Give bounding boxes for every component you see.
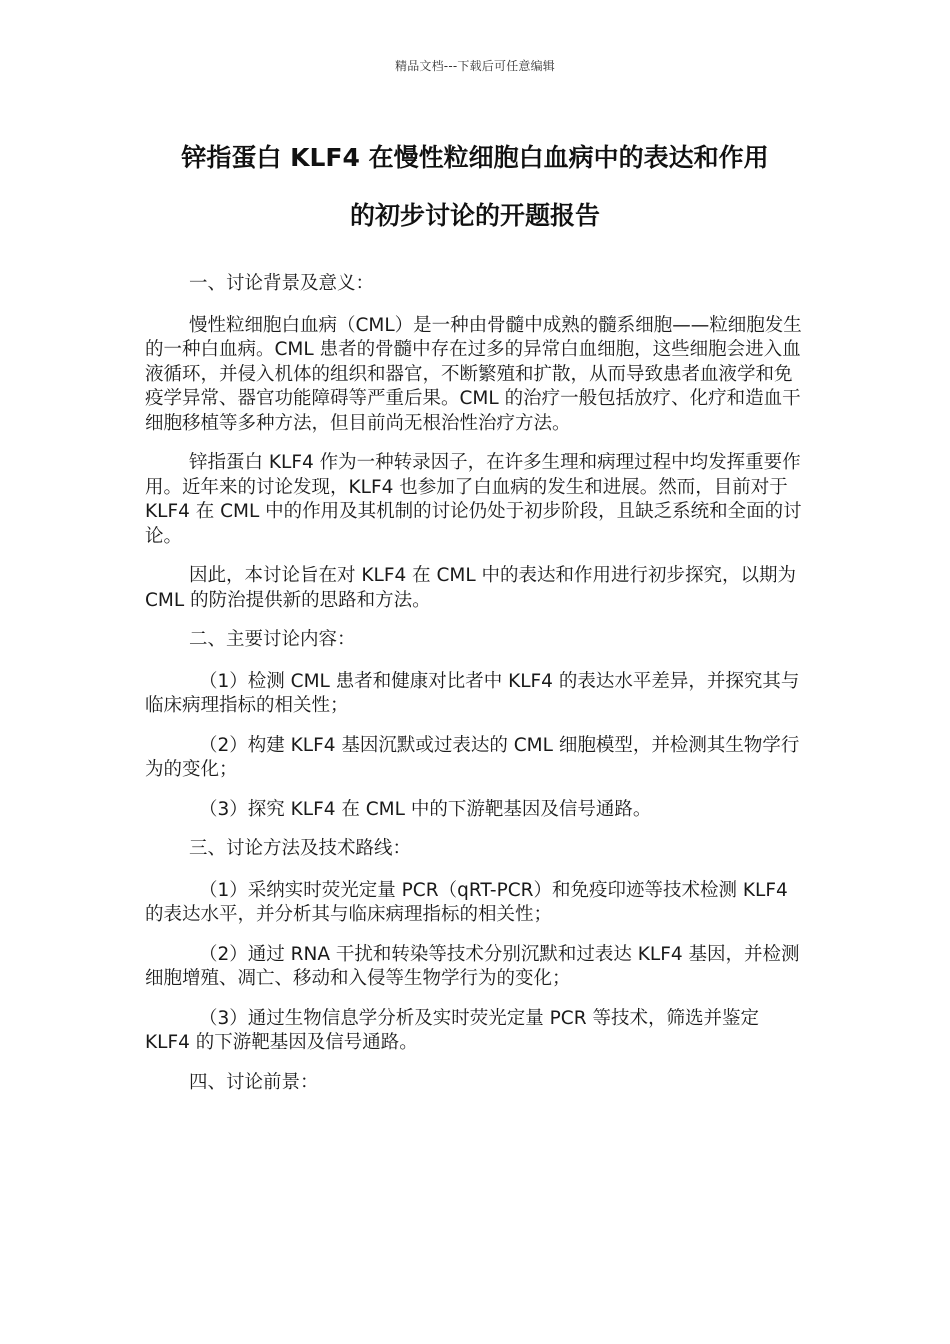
paragraph-klf4-intro: 锌指蛋白 KLF4 作为一种转录因子，在许多生理和病理过程中均发挥重要作用。近年来的讨论发现，KLF4 也参加了白血病的发生和进展。然而，目前对于 KLF4 在 CML 中的作用及其机制的讨论仍处于初步阶段，且缺乏系统和全面的讨论。: [145, 452, 802, 547]
method-item-1: （1）采纳实时荧光定量 PCR（qRT-PCR）和免疫印迹等技术检测 KLF4 的表达水平，并分析其与临床病理指标的相关性；: [145, 879, 788, 925]
section-heading-methods: 三、讨论方法及技术路线：: [189, 838, 412, 859]
document-body: [145, 272, 809, 1112]
section-heading-background: 一、讨论背景及意义：: [189, 273, 375, 294]
content-item-1: （1）检测 CML 患者和健康对比者中 KLF4 的表达水平差异，并探究其与临床病理指标的相关性；: [145, 670, 800, 716]
content-item-3: （3）探究 KLF4 在 CML 中的下游靶基因及信号通路。: [199, 798, 652, 820]
paragraph-study-aim: 因此，本讨论旨在对 KLF4 在 CML 中的表达和作用进行初步探究，以期为 CML 的防治提供新的思路和方法。: [145, 565, 797, 611]
header-note: 精品文档---下载后可任意编辑: [395, 59, 555, 73]
section-heading-prospects: 四、讨论前景：: [189, 1071, 319, 1093]
paragraph-cml-intro: 慢性粒细胞白血病（CML）是一种由骨髓中成熟的髓系细胞——粒细胞发生的一种白血病。CML 患者的骨髓中存在过多的异常白血细胞，这些细胞会进入血液循环，并侵入机体的组织和器官，不断繁殖和扩散，从而导致患者血液学和免疫学异常、器官功能障碍等严重后果。CML 的治疗一般包括放疗、化疗和造血干细胞移植等多种方法，但目前尚无根治性治疗方法。: [145, 314, 802, 434]
section-heading-main-content: 二、主要讨论内容：: [189, 629, 356, 650]
document-title-line-2: 的初步讨论的开题报告: [349, 201, 600, 230]
method-item-2: （2）通过 RNA 干扰和转染等技术分别沉默和过表达 KLF4 基因，并检测细胞增殖、凋亡、移动和入侵等生物学行为的变化；: [145, 943, 800, 989]
method-item-3: （3）通过生物信息学分析及实时荧光定量 PCR 等技术，筛选并鉴定 KLF4 的下游靶基因及信号通路。: [145, 1007, 759, 1053]
content-item-2: （2）构建 KLF4 基因沉默或过表达的 CML 细胞模型，并检测其生物学行为的变化；: [145, 734, 800, 780]
document-title-line-1: 锌指蛋白 KLF4 在慢性粒细胞白血病中的表达和作用: [181, 143, 769, 172]
